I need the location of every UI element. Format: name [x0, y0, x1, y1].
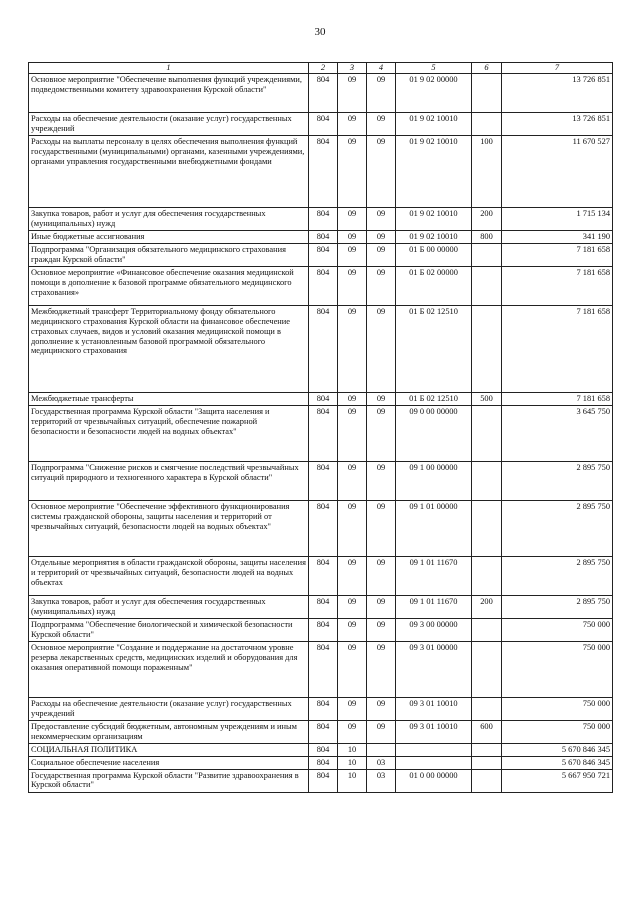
cell-csr: 09 3 01 00000 [396, 641, 472, 697]
table-row [29, 266, 613, 305]
cell-grbs: 804 [309, 230, 338, 243]
cell-pr: 09 [367, 641, 396, 697]
cell-rz: 09 [338, 556, 367, 595]
table-row [29, 405, 613, 461]
cell-csr: 01 9 02 00000 [396, 73, 472, 112]
cell-rz: 09 [338, 135, 367, 207]
cell-sum: 2 895 750 [502, 595, 613, 618]
cell-vr [472, 112, 502, 135]
cell-vr [472, 461, 502, 500]
cell-name: Расходы на обеспечение деятельности (оказание услуг) государственных учреждений [29, 697, 309, 720]
cell-sum: 7 181 658 [502, 243, 613, 266]
cell-pr: 09 [367, 112, 396, 135]
cell-vr [472, 500, 502, 556]
cell-csr: 09 0 00 00000 [396, 405, 472, 461]
cell-sum: 5 667 950 721 [502, 769, 613, 792]
cell-vr [472, 556, 502, 595]
cell-csr [396, 743, 472, 756]
cell-pr: 09 [367, 618, 396, 641]
cell-sum: 2 895 750 [502, 461, 613, 500]
cell-pr: 09 [367, 500, 396, 556]
cell-name: Межбюджетные трансферты [29, 392, 309, 405]
table-row [29, 756, 613, 769]
cell-vr: 600 [472, 720, 502, 743]
cell-sum: 1 715 134 [502, 207, 613, 230]
cell-name: Расходы на обеспечение деятельности (оказание услуг) государственных учреждений [29, 112, 309, 135]
cell-pr: 09 [367, 305, 396, 392]
cell-sum: 5 670 846 345 [502, 756, 613, 769]
cell-csr: 01 9 02 10010 [396, 135, 472, 207]
cell-grbs: 804 [309, 556, 338, 595]
cell-vr [472, 743, 502, 756]
cell-name: Основное мероприятие «Финансовое обеспечение оказания медицинской помощи в дополнение к базовой программе обязательного медицинского страхования» [29, 266, 309, 305]
cell-csr: 01 9 02 10010 [396, 207, 472, 230]
cell-rz: 09 [338, 243, 367, 266]
cell-pr: 09 [367, 135, 396, 207]
cell-name: Основное мероприятие "Создание и поддержание на достаточном уровне резерва лекарственных средств, медицинских изделий и оборудования для оказания оперативной помощи пораженным" [29, 641, 309, 697]
cell-sum: 750 000 [502, 697, 613, 720]
cell-vr [472, 405, 502, 461]
cell-name: Подпрограмма "Обеспечение биологической и химической безопасности Курской области" [29, 618, 309, 641]
cell-grbs: 804 [309, 641, 338, 697]
table-row [29, 500, 613, 556]
table-row [29, 230, 613, 243]
cell-pr: 09 [367, 595, 396, 618]
cell-grbs: 804 [309, 112, 338, 135]
cell-name: Расходы на выплаты персоналу в целях обеспечения выполнения функций государственными (муниципальными) органами, казенными учреждениями, органами управления государственными внебюджетными фондами [29, 135, 309, 207]
table-row [29, 112, 613, 135]
cell-grbs: 804 [309, 743, 338, 756]
cell-vr [472, 243, 502, 266]
cell-csr: 09 1 01 11670 [396, 595, 472, 618]
cell-sum: 750 000 [502, 720, 613, 743]
table-row [29, 720, 613, 743]
cell-pr: 09 [367, 556, 396, 595]
cell-grbs: 804 [309, 392, 338, 405]
cell-vr [472, 305, 502, 392]
table-row [29, 743, 613, 756]
cell-vr [472, 641, 502, 697]
cell-sum: 341 190 [502, 230, 613, 243]
cell-pr: 09 [367, 461, 396, 500]
cell-pr: 09 [367, 266, 396, 305]
column-header: 1 [29, 63, 309, 74]
cell-csr: 01 9 02 10010 [396, 230, 472, 243]
cell-csr: 01 Б 02 00000 [396, 266, 472, 305]
cell-pr: 09 [367, 243, 396, 266]
column-header: 4 [367, 63, 396, 74]
cell-csr: 01 Б 00 00000 [396, 243, 472, 266]
table-row [29, 135, 613, 207]
cell-rz: 09 [338, 461, 367, 500]
cell-grbs: 804 [309, 720, 338, 743]
cell-name: Подпрограмма "Снижение рисков и смягчение последствий чрезвычайных ситуаций природного и техногенного характера в Курской области" [29, 461, 309, 500]
cell-sum: 7 181 658 [502, 305, 613, 392]
table-row [29, 595, 613, 618]
cell-name: Государственная программа Курской области "Защита населения и территорий от чрезвычайных ситуаций, обеспечение пожарной безопасности и безопасности людей на водных объектах" [29, 405, 309, 461]
cell-grbs: 804 [309, 266, 338, 305]
cell-name: Отдельные мероприятия в области гражданской обороны, защиты населения и территорий от чрезвычайных ситуаций, безопасности людей на водных объектах [29, 556, 309, 595]
cell-grbs: 804 [309, 405, 338, 461]
cell-csr: 01 Б 02 12510 [396, 392, 472, 405]
cell-name: Социальное обеспечение населения [29, 756, 309, 769]
cell-grbs: 804 [309, 756, 338, 769]
cell-vr [472, 756, 502, 769]
cell-vr [472, 769, 502, 792]
cell-sum: 2 895 750 [502, 500, 613, 556]
cell-vr: 200 [472, 207, 502, 230]
cell-pr: 09 [367, 720, 396, 743]
table-row [29, 641, 613, 697]
cell-sum: 7 181 658 [502, 392, 613, 405]
cell-pr: 09 [367, 207, 396, 230]
cell-csr [396, 756, 472, 769]
table-row [29, 392, 613, 405]
column-header: 2 [309, 63, 338, 74]
cell-sum: 5 670 846 345 [502, 743, 613, 756]
table-row [29, 243, 613, 266]
table-row [29, 556, 613, 595]
cell-vr: 500 [472, 392, 502, 405]
cell-sum: 750 000 [502, 641, 613, 697]
cell-sum: 13 726 851 [502, 73, 613, 112]
cell-vr: 200 [472, 595, 502, 618]
cell-rz: 10 [338, 769, 367, 792]
cell-sum: 3 645 750 [502, 405, 613, 461]
cell-csr: 09 1 00 00000 [396, 461, 472, 500]
column-header: 3 [338, 63, 367, 74]
cell-vr [472, 266, 502, 305]
cell-sum: 11 670 527 [502, 135, 613, 207]
cell-csr: 09 3 01 10010 [396, 697, 472, 720]
cell-rz: 09 [338, 305, 367, 392]
table-row [29, 207, 613, 230]
cell-sum: 750 000 [502, 618, 613, 641]
cell-rz: 09 [338, 595, 367, 618]
cell-sum: 7 181 658 [502, 266, 613, 305]
cell-rz: 09 [338, 405, 367, 461]
cell-grbs: 804 [309, 305, 338, 392]
cell-grbs: 804 [309, 207, 338, 230]
cell-pr: 09 [367, 392, 396, 405]
cell-grbs: 804 [309, 73, 338, 112]
cell-name: Основное мероприятие "Обеспечение выполнения функций учреждениями, подведомственными комитету здравоохранения Курской области" [29, 73, 309, 112]
cell-name: Подпрограмма "Организация обязательного медицинского страхования граждан Курской области" [29, 243, 309, 266]
cell-rz: 09 [338, 720, 367, 743]
cell-vr: 100 [472, 135, 502, 207]
cell-rz: 10 [338, 756, 367, 769]
cell-csr: 01 Б 02 12510 [396, 305, 472, 392]
cell-rz: 09 [338, 500, 367, 556]
table-header-row [29, 63, 613, 74]
column-header: 7 [502, 63, 613, 74]
cell-vr: 800 [472, 230, 502, 243]
cell-rz: 09 [338, 207, 367, 230]
cell-pr: 09 [367, 697, 396, 720]
cell-vr [472, 697, 502, 720]
cell-name: СОЦИАЛЬНАЯ ПОЛИТИКА [29, 743, 309, 756]
cell-csr: 01 0 00 00000 [396, 769, 472, 792]
column-header: 5 [396, 63, 472, 74]
cell-grbs: 804 [309, 135, 338, 207]
cell-name: Предоставление субсидий бюджетным, автономным учреждениям и иным некоммерческим организациям [29, 720, 309, 743]
cell-csr: 01 9 02 10010 [396, 112, 472, 135]
cell-csr: 09 1 01 11670 [396, 556, 472, 595]
table-row [29, 73, 613, 112]
cell-grbs: 804 [309, 500, 338, 556]
table-row [29, 305, 613, 392]
cell-name: Иные бюджетные ассигнования [29, 230, 309, 243]
table-row [29, 769, 613, 792]
cell-rz: 09 [338, 112, 367, 135]
table-row [29, 618, 613, 641]
cell-sum: 2 895 750 [502, 556, 613, 595]
cell-grbs: 804 [309, 243, 338, 266]
cell-csr: 09 3 00 00000 [396, 618, 472, 641]
cell-csr: 09 1 01 00000 [396, 500, 472, 556]
cell-grbs: 804 [309, 618, 338, 641]
cell-grbs: 804 [309, 461, 338, 500]
cell-rz: 09 [338, 266, 367, 305]
cell-pr: 03 [367, 756, 396, 769]
cell-name: Закупка товаров, работ и услуг для обеспечения государственных (муниципальных) нужд [29, 595, 309, 618]
cell-rz: 10 [338, 743, 367, 756]
cell-pr: 03 [367, 769, 396, 792]
cell-pr [367, 743, 396, 756]
cell-rz: 09 [338, 392, 367, 405]
cell-name: Основное мероприятие "Обеспечение эффективного функционирования системы гражданской обороны, защиты населения и территорий от чрезвычайных ситуаций, безопасности людей на водных объектах" [29, 500, 309, 556]
column-header: 6 [472, 63, 502, 74]
cell-csr: 09 3 01 10010 [396, 720, 472, 743]
cell-vr [472, 73, 502, 112]
cell-pr: 09 [367, 73, 396, 112]
cell-pr: 09 [367, 230, 396, 243]
table-row [29, 697, 613, 720]
cell-grbs: 804 [309, 595, 338, 618]
budget-table [28, 62, 613, 793]
cell-rz: 09 [338, 618, 367, 641]
cell-grbs: 804 [309, 697, 338, 720]
cell-rz: 09 [338, 73, 367, 112]
cell-name: Межбюджетный трансферт Территориальному фонду обязательного медицинского страхования Курской области на финансовое обеспечение страховых случаев, видов и условий оказания медицинской помощи в дополнение к установленным базовой программой обязательного медицинского страхования [29, 305, 309, 392]
cell-vr [472, 618, 502, 641]
cell-grbs: 804 [309, 769, 338, 792]
cell-pr: 09 [367, 405, 396, 461]
cell-name: Закупка товаров, работ и услуг для обеспечения государственных (муниципальных) нужд [29, 207, 309, 230]
cell-rz: 09 [338, 230, 367, 243]
cell-sum: 13 726 851 [502, 112, 613, 135]
table-row [29, 461, 613, 500]
cell-name: Государственная программа Курской области "Развитие здравоохранения в Курской области" [29, 769, 309, 792]
cell-rz: 09 [338, 697, 367, 720]
page-number: 30 [314, 26, 326, 38]
cell-rz: 09 [338, 641, 367, 697]
